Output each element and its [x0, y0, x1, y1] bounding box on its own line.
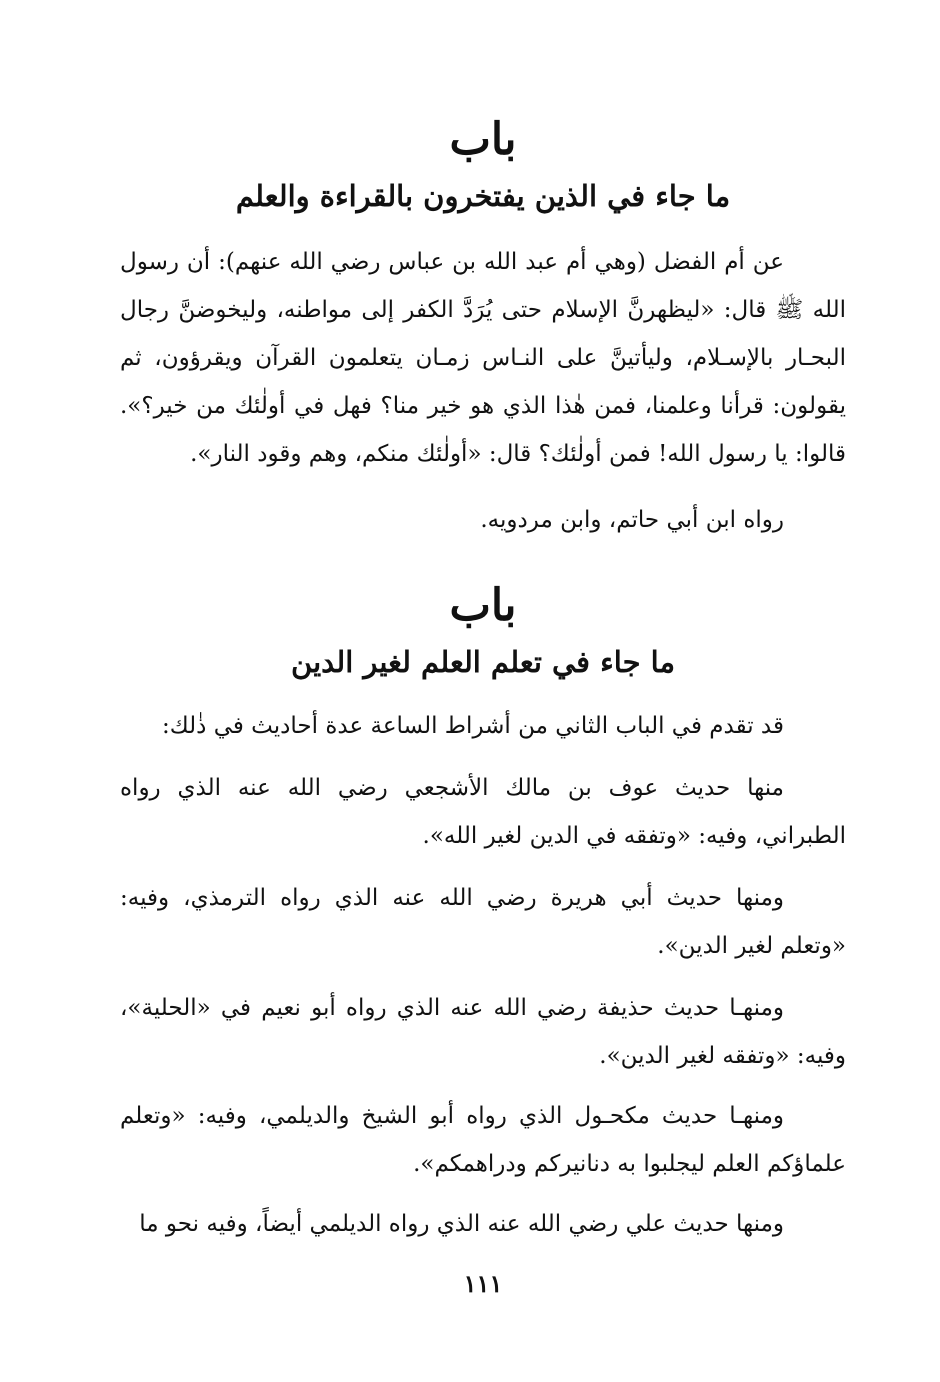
- hadith-paragraph-awf: منها حديث عوف بن مالك الأشجعي رضي الله عنه الذي رواه الطبراني، وفيه: «وتفقه في الدين لغير الله».: [120, 775, 846, 849]
- hadith-paragraph-makhul: ومنهـا حديث مكحـول الذي رواه أبو الشيخ والديلمي، وفيه: «وتعلم علماؤكم العلم ليجلبوا به دنانيركم ودراهمكم».: [120, 1103, 846, 1177]
- hadith-paragraph-hudhayfa: ومنهـا حديث حذيفة رضي الله عنه الذي رواه أبو نعيم في «الحلية»، وفيه: «وتفقه لغير الدين».: [120, 995, 846, 1069]
- chapter-heading-2: باب: [449, 580, 517, 631]
- hadith-paragraph-umm-al-fadl: عن أم الفضل (وهي أم عبد الله بن عباس رضي الله عنهم): أن رسول الله ﷺ قال: «ليظهرنَّ الإسلام حتى يُرَدَّ الكفر إلى مواطنه، وليخوضنَّ رجال البحـار بالإسـلام، وليأتينَّ على النـاس زمـان يتعلمون القرآن ويقرؤون، ثم يقولون: قرأنا وعلمنا، فمن هٰذا الذي هو خير منا؟ فهل في أولٰئك من خير؟». قالوا: يا رسول الله! فمن أولٰئك؟ قال: «أولٰئك منكم، وهم وقود النار».: [120, 249, 846, 467]
- chapter-title-1: ما جاء في الذين يفتخرون بالقراءة والعلم: [235, 179, 731, 213]
- intro-paragraph: قد تقدم في الباب الثاني من أشراط الساعة عدة أحاديث في ذٰلك:: [162, 713, 784, 739]
- citation-paragraph: رواه ابن أبي حاتم، وابن مردويه.: [480, 507, 784, 533]
- chapter-title-2: ما جاء في تعلم العلم لغير الدين: [291, 645, 675, 679]
- page-number: ١١١: [463, 1269, 503, 1298]
- hadith-paragraph-abu-hurayra: ومنها حديث أبي هريرة رضي الله عنه الذي رواه الترمذي، وفيه: «وتعلم لغير الدين».: [120, 885, 846, 959]
- document-page: [120, 0, 846, 1382]
- chapter-heading-1: باب: [449, 114, 517, 165]
- hadith-paragraph-ali: ومنها حديث علي رضي الله عنه الذي رواه الديلمي أيضاً، وفيه نحو ما: [139, 1211, 784, 1237]
